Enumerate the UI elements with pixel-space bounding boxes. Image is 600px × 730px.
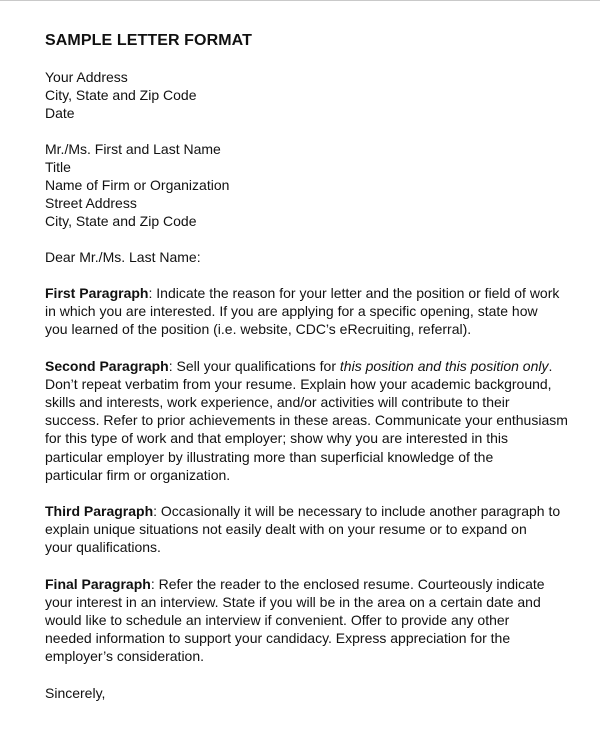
recipient-street: Street Address (45, 195, 137, 211)
recipient-title: Title (45, 159, 71, 175)
second-paragraph (45, 357, 568, 484)
final-paragraph-line (45, 575, 565, 593)
sender-date: Date (45, 105, 75, 121)
sender-city-state-zip: City, State and Zip Code (45, 87, 197, 103)
first-paragraph-line: you learned of the position (i.e. website, CDC’s eRecruiting, referral). (45, 321, 472, 338)
recipient-city-state-zip: City, State and Zip Code (45, 213, 197, 229)
sender-block (45, 68, 565, 122)
final-paragraph (45, 575, 565, 666)
sender-address: Your Address (45, 69, 128, 85)
third-paragraph-line: explain unique situations not easily dealt with on your resume or to expand on (45, 521, 527, 538)
second-paragraph-label: Second Paragraph (45, 357, 169, 374)
third-paragraph-line: your qualifications. (45, 539, 161, 556)
recipient-block (45, 140, 565, 230)
final-paragraph-line: needed information to support your candidacy. Express appreciation for the (45, 630, 511, 647)
final-paragraph-line: would like to schedule an interview if convenient. Offer to provide any other (45, 612, 510, 629)
second-paragraph-line: Don’t repeat verbatim from your resume. Explain how your academic background, (45, 375, 552, 392)
salutation-block (45, 248, 565, 266)
final-paragraph-line: your interest in an interview. State if you will be in the area on a certain date and (45, 593, 541, 610)
third-paragraph (45, 502, 565, 557)
recipient-organization: Name of Firm or Organization (45, 177, 230, 193)
second-paragraph-line: skills and interests, work experience, and/or activities will contribute to their (45, 394, 510, 411)
third-paragraph-line (45, 502, 565, 520)
second-paragraph-line (45, 357, 565, 375)
closing: Sincerely, (45, 684, 106, 701)
salutation: Dear Mr./Ms. Last Name: (45, 249, 201, 265)
third-paragraph-text: : Occasionally it will be necessary to include another paragraph to (153, 503, 561, 520)
second-paragraph-text: : Sell your qualifications for (168, 357, 340, 374)
final-paragraph-label: Final Paragraph (45, 575, 151, 592)
second-paragraph-line: for this type of work and that employer; show why you are interested in this (45, 430, 509, 447)
second-paragraph-line: particular firm or organization. (45, 466, 231, 483)
second-paragraph-line: particular employer by illustrating more than superficial knowledge of the (45, 448, 494, 465)
recipient-name: Mr./Ms. First and Last Name (45, 141, 221, 157)
third-paragraph-label: Third Paragraph (45, 503, 154, 520)
first-paragraph-label: First Paragraph (45, 285, 149, 301)
letter-content (45, 31, 568, 702)
first-paragraph-line (45, 284, 565, 302)
page-title: SAMPLE LETTER FORMAT (45, 32, 253, 49)
first-paragraph-text: : Indicate the reason for your letter and the position or field of work (148, 285, 560, 301)
final-paragraph-text: : Refer the reader to the enclosed resume. Courteously indicate (150, 575, 545, 592)
second-paragraph-period: . (548, 357, 553, 374)
first-paragraph-line: in which you are interested. If you are applying for a specific opening, state how (45, 303, 538, 320)
first-paragraph (45, 284, 565, 339)
second-paragraph-emphasis: this position and this position only (339, 357, 549, 374)
final-paragraph-line: employer’s consideration. (45, 648, 205, 665)
second-paragraph-line: success. Refer to prior achievements in these areas. Communicate your enthusiasm (45, 412, 568, 429)
